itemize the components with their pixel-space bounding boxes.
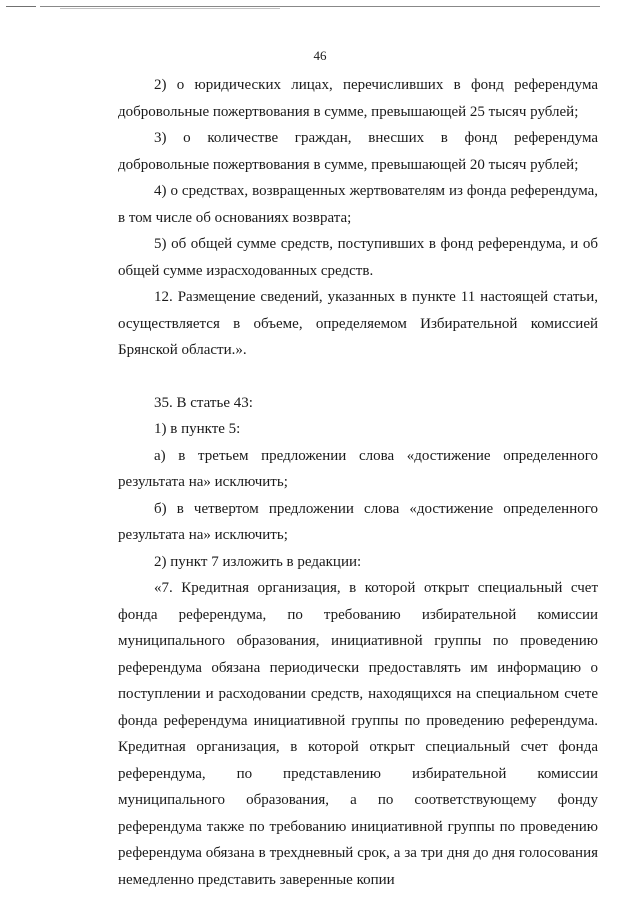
paragraph-clause-7: «7. Кредитная организация, в которой открыт специальный счет фонда референдума, по требованию избирательной комиссии муниципального образования, инициативной группы по проведению референдума обязана периодически предоставлять им информацию о поступлении и расходовании средств, находящихся на специальном счете фонда референдума инициативной группы по проведению референдума. Кредитная организация, в которой открыт специальный счет фонда референдума, по представлению избирательной комиссии муниципального образования, а по соответствующему фонду референдума также по требованию инициативной группы по проведению референдума обязана в трехдневный срок, а за три дня до дня голосования немедленно представить заверенные копии (118, 580, 598, 888)
document-body (118, 72, 598, 893)
paragraph-item-4: 4) о средствах, возвращенных жертвователям из фонда референдума, в том числе об основаниях возврата; (118, 183, 598, 226)
paragraph-article-35: 35. В статье 43: (154, 394, 253, 411)
paragraph-subpoint-a: а) в третьем предложении слова «достижение определенного результата на» исключить; (118, 447, 598, 490)
paragraph-point-1: 1) в пункте 5: (154, 421, 241, 437)
paragraph-item-5: 5) об общей сумме средств, поступивших в фонд референдума, и об общей сумме израсходованных средств. (118, 236, 598, 279)
scan-artifact-line (6, 6, 36, 7)
paragraph-subpoint-b: б) в четвертом предложении слова «достижение определенного результата на» исключить; (118, 500, 598, 543)
page-number: 46 (313, 48, 327, 63)
scan-artifact-line (40, 6, 600, 7)
paragraph-point-2: 2) пункт 7 изложить в редакции: (154, 553, 362, 570)
paragraph-item-3: 3) о количестве граждан, внесших в фонд референдума добровольные пожертвования в сумме, превышающей 20 тысяч рублей; (118, 130, 598, 173)
paragraph-item-2: 2) о юридических лицах, перечисливших в фонд референдума добровольные пожертвования в сумме, превышающей 25 тысяч рублей; (118, 77, 598, 120)
scan-artifact-line (60, 8, 280, 9)
paragraph-clause-12: 12. Размещение сведений, указанных в пункте 11 настоящей статьи, осуществляется в объеме, определяемом Избирательной комиссией Брянской области.». (118, 289, 598, 358)
